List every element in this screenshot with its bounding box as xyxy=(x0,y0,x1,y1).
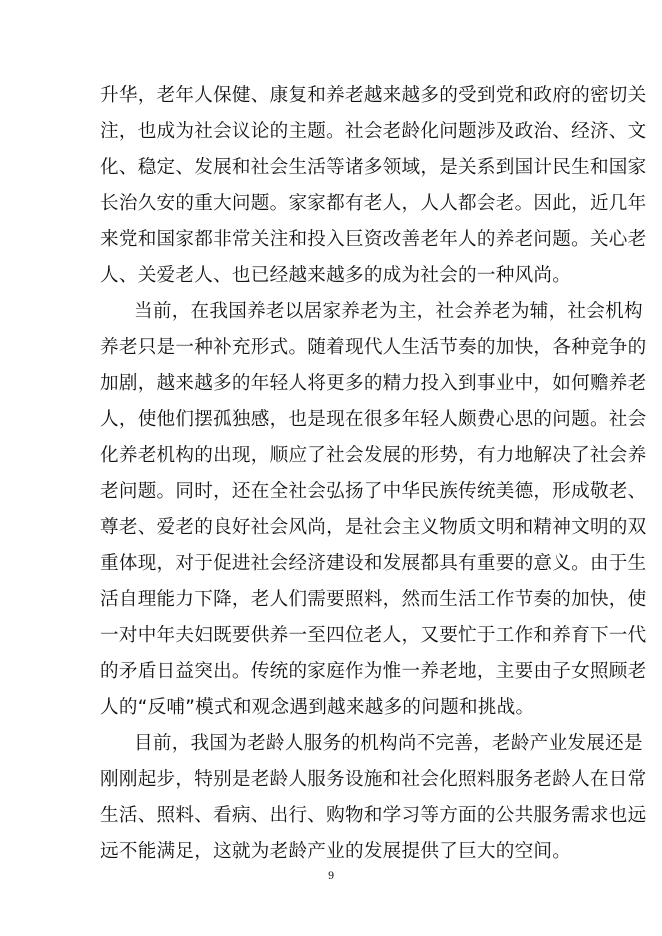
text-line: 的矛盾日益突出。传统的家庭作为惟一养老地，主要由子女照顾老 xyxy=(100,661,647,682)
page-number: 9 xyxy=(327,871,335,882)
text-line: 化养老机构的出现，顺应了社会发展的形势，有力地解决了社会养 xyxy=(100,445,647,466)
text-line: 人的“反哺”模式和观念遇到越来越多的问题和挑战。 xyxy=(100,697,535,718)
text-line: 刚刚起步，特别是老龄人服务设施和社会化照料服务老龄人在日常 xyxy=(100,769,647,790)
text-line: 远不能满足，这就为老龄产业的发展提供了巨大的空间。 xyxy=(100,841,572,862)
text-line: 升华，老年人保健、康复和养老越来越多的受到党和政府的密切关 xyxy=(100,85,647,106)
text-line: 老问题。同时，还在全社会弘扬了中华民族传统美德，形成敬老、 xyxy=(100,481,647,502)
text-line: 人，使他们摆孤独感，也是现在很多年轻人颇费心思的问题。社会 xyxy=(100,409,647,430)
text-line: 一对中年夫妇既要供养一至四位老人，又要忙于工作和养育下一代 xyxy=(100,625,647,646)
text-line: 人、关爱老人、也已经越来越多的成为社会的一种风尚。 xyxy=(100,265,572,286)
text-line: 活自理能力下降，老人们需要照料，然而生活工作节奏的加快，使 xyxy=(100,589,647,610)
text-line: 长治久安的重大问题。家家都有老人，人人都会老。因此，近几年 xyxy=(100,193,647,214)
text-line: 养老只是一种补充形式。随着现代人生活节奏的加快，各种竞争的 xyxy=(100,337,647,358)
text-line: 重体现，对于促进社会经济建设和发展都具有重要的意义。由于生 xyxy=(100,553,647,574)
text-line: 来党和国家都非常关注和投入巨资改善老年人的养老问题。关心老 xyxy=(100,229,647,250)
text-line: 尊老、爱老的良好社会风尚，是社会主义物质文明和精神文明的双 xyxy=(100,517,647,538)
text-line: 化、稳定、发展和社会生活等诸多领域，是关系到国计民生和国家 xyxy=(100,157,647,178)
paragraph-first-line: 目前，我国为老龄人服务的机构尚不完善，老龄产业发展还是 xyxy=(134,733,643,754)
text-line: 加剧，越来越多的年轻人将更多的精力投入到事业中，如何赡养老 xyxy=(100,373,647,394)
paragraph-first-line: 当前，在我国养老以居家养老为主，社会养老为辅，社会机构 xyxy=(134,301,643,322)
text-line: 注，也成为社会议论的主题。社会老龄化问题涉及政治、经济、文 xyxy=(100,121,647,142)
text-line: 生活、照料、看病、出行、购物和学习等方面的公共服务需求也远 xyxy=(100,805,647,826)
